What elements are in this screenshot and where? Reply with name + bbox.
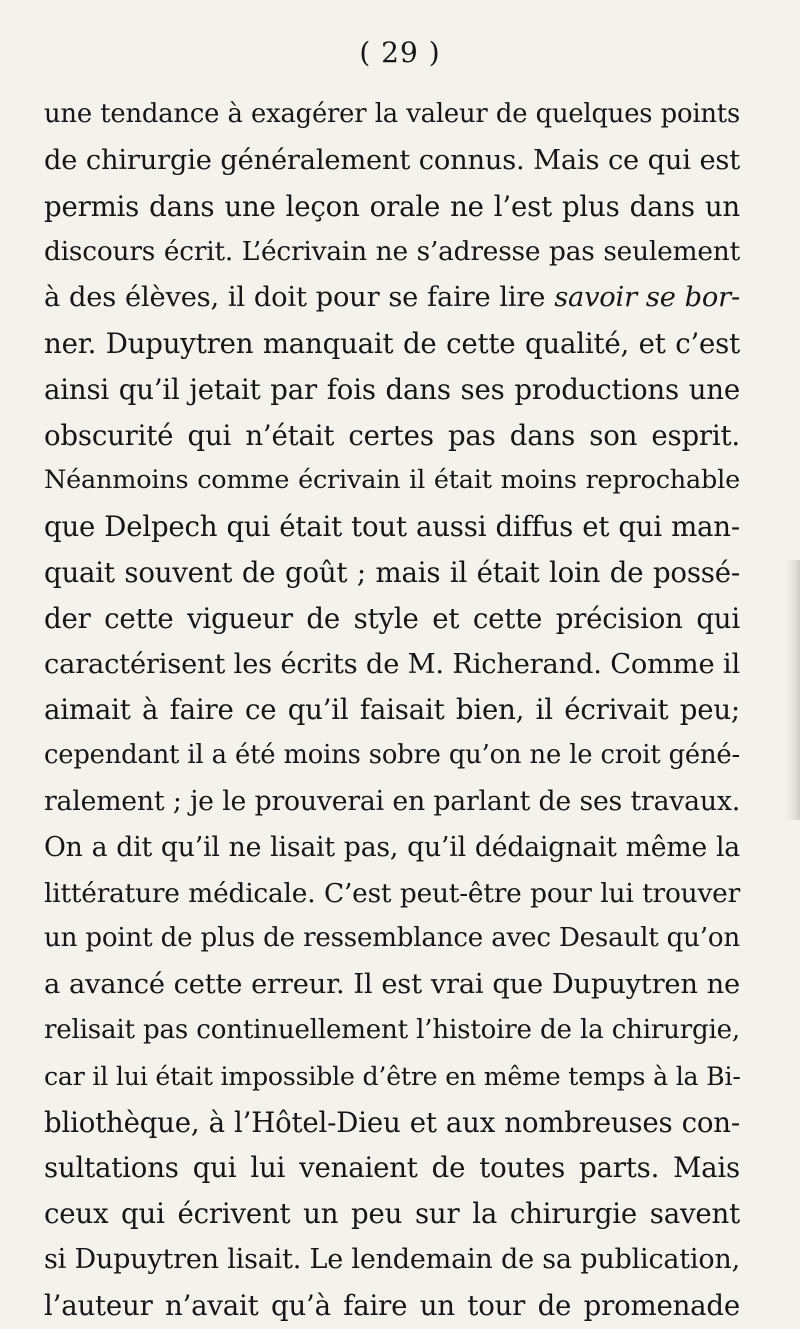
text-line-9: Néanmoins comme écrivain il était moins reprochable (44, 465, 740, 496)
page-edge-shadow (786, 560, 800, 820)
text-line-3: permis dans une leçon orale ne l’est plus dans un (44, 189, 740, 223)
body-text (44, 92, 740, 1329)
italic-phrase: savoir se bor- (554, 282, 740, 314)
text-line-24: sultations qui lui venaient de toutes parts. Mais (44, 1151, 740, 1185)
text-line-16: ralement ; je le prouverai en parlant de ses travaux. (44, 785, 740, 817)
text-line-1: une tendance à exagérer la valeur de quelques points (44, 99, 740, 129)
text-line-27: l’auteur n’avait qu’à faire un tour de promenade (44, 1288, 740, 1322)
text-line-13: caractérisent les écrits de M. Richerand. Comme il (44, 648, 740, 680)
text-line-11: quait souvent de goût ; mais il était loin de possé- (44, 555, 740, 589)
text-line-5-roman: à des élèves, il doit pour se faire lire (44, 282, 546, 314)
text-line-6: ner. Dupuytren manquait de cette qualité, et c’est (44, 326, 740, 360)
text-line-14: aimait à faire ce qu’il faisait bien, il écrivait peu; (44, 693, 740, 727)
page-number: ( 29 ) (359, 36, 441, 69)
text-line-7: ainsi qu’il jetait par fois dans ses productions une (44, 372, 740, 406)
text-line-23: bliothèque, à l’Hôtel-Dieu et aux nombreuses con- (44, 1105, 740, 1139)
text-line-2: de chirurgie généralement connus. Mais ce qui est (44, 144, 740, 176)
text-line-17: On a dit qu’il ne lisait pas, qu’il dédaignait même la (44, 831, 740, 863)
text-line-20: a avancé cette erreur. Il est vrai que Dupuytren ne (44, 969, 740, 1001)
text-line-5 (44, 275, 740, 321)
text-line-18: littérature médicale. C’est peut-être pour lui trouver (44, 877, 740, 909)
text-line-8: obscurité qui n’était certes pas dans son esprit. (44, 418, 740, 452)
text-line-4: discours écrit. L’écrivain ne s’adresse pas seulement (44, 236, 740, 268)
text-line-19: un point de plus de ressemblance avec Desault qu’on (44, 923, 740, 954)
text-line-22: car il lui était impossible d’être en même temps à la Bi- (44, 1061, 741, 1091)
text-line-26: si Dupuytren lisait. Le lendemain de sa publication, (44, 1243, 740, 1275)
text-line-25: ceux qui écrivent un peu sur la chirurgie savent (44, 1197, 740, 1231)
text-line-21: relisait pas continuellement l’histoire de la chirurgie, (44, 1014, 740, 1045)
text-line-12: der cette vigueur de style et cette précision qui (44, 601, 740, 635)
text-line-15: cependant il a été moins sobre qu’on ne le croit géné- (44, 740, 740, 771)
text-line-10: que Delpech qui était tout aussi diffus et qui man- (44, 510, 740, 544)
